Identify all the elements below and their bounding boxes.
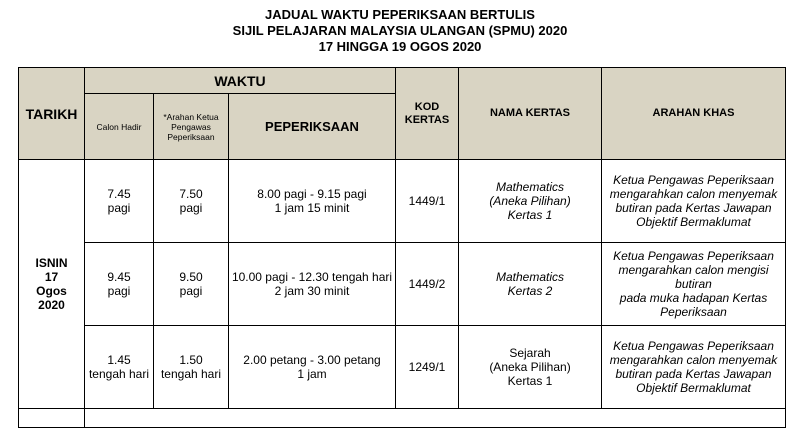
row3-arahan-ketua: 1.50 tengah hari [153, 325, 229, 409]
row3-arahan-khas: Ketua Pengawas Peperiksaan mengarahkan calon menyemak butiran pada Kertas Jawapan Objektif Bermaklumat [601, 325, 786, 409]
header-arahan-khas: ARAHAN KHAS [601, 67, 786, 160]
title-line-2: SIJIL PELAJARAN MALAYSIA ULANGAN (SPMU) 2020 [232, 23, 568, 38]
row1-kod: 1449/1 [395, 159, 459, 243]
header-calon-hadir: Calon Hadir [84, 93, 154, 160]
row2-peperiksaan: 10.00 pagi - 12.30 tengah hari 2 jam 30 minit [228, 242, 396, 326]
row3-nama: Sejarah (Aneka Pilihan) Kertas 1 [458, 325, 602, 409]
row2-arahan-ketua: 9.50 pagi [153, 242, 229, 326]
row3-kod: 1249/1 [395, 325, 459, 409]
next-row-edge-2 [84, 408, 786, 428]
header-arahan-ketua: *Arahan Ketua Pengawas Peperiksaan [153, 93, 229, 160]
header-waktu: WAKTU [84, 67, 396, 94]
row1-arahan-ketua: 7.50 pagi [153, 159, 229, 243]
header-peperiksaan: PEPERIKSAAN [228, 93, 396, 160]
next-row-edge [18, 408, 85, 428]
date-cell: ISNIN 17 Ogos 2020 [18, 159, 85, 409]
row1-calon-hadir: 7.45 pagi [84, 159, 154, 243]
header-nama-kertas: NAMA KERTAS [458, 67, 602, 160]
row1-nama: Mathematics (Aneka Pilihan) Kertas 1 [458, 159, 602, 243]
row1-arahan-khas: Ketua Pengawas Peperiksaan mengarahkan calon menyemak butiran pada Kertas Jawapan Objektif Bermaklumat [601, 159, 786, 243]
header-kod-kertas: KOD KERTAS [395, 67, 459, 160]
row2-calon-hadir: 9.45 pagi [84, 242, 154, 326]
row1-peperiksaan: 8.00 pagi - 9.15 pagi 1 jam 15 minit [228, 159, 396, 243]
title-line-1: JADUAL WAKTU PEPERIKSAAN BERTULIS [265, 7, 535, 22]
row3-peperiksaan: 2.00 petang - 3.00 petang 1 jam [228, 325, 396, 409]
row2-arahan-khas: Ketua Pengawas Peperiksaan mengarahkan calon mengisi butiran pada muka hadapan Kertas Peperiksaan [601, 242, 786, 326]
row2-kod: 1449/2 [395, 242, 459, 326]
row2-nama: Mathematics Kertas 2 [458, 242, 602, 326]
title-line-3: 17 HINGGA 19 OGOS 2020 [318, 39, 482, 54]
header-tarikh: TARIKH [18, 67, 85, 160]
row3-calon-hadir: 1.45 tengah hari [84, 325, 154, 409]
